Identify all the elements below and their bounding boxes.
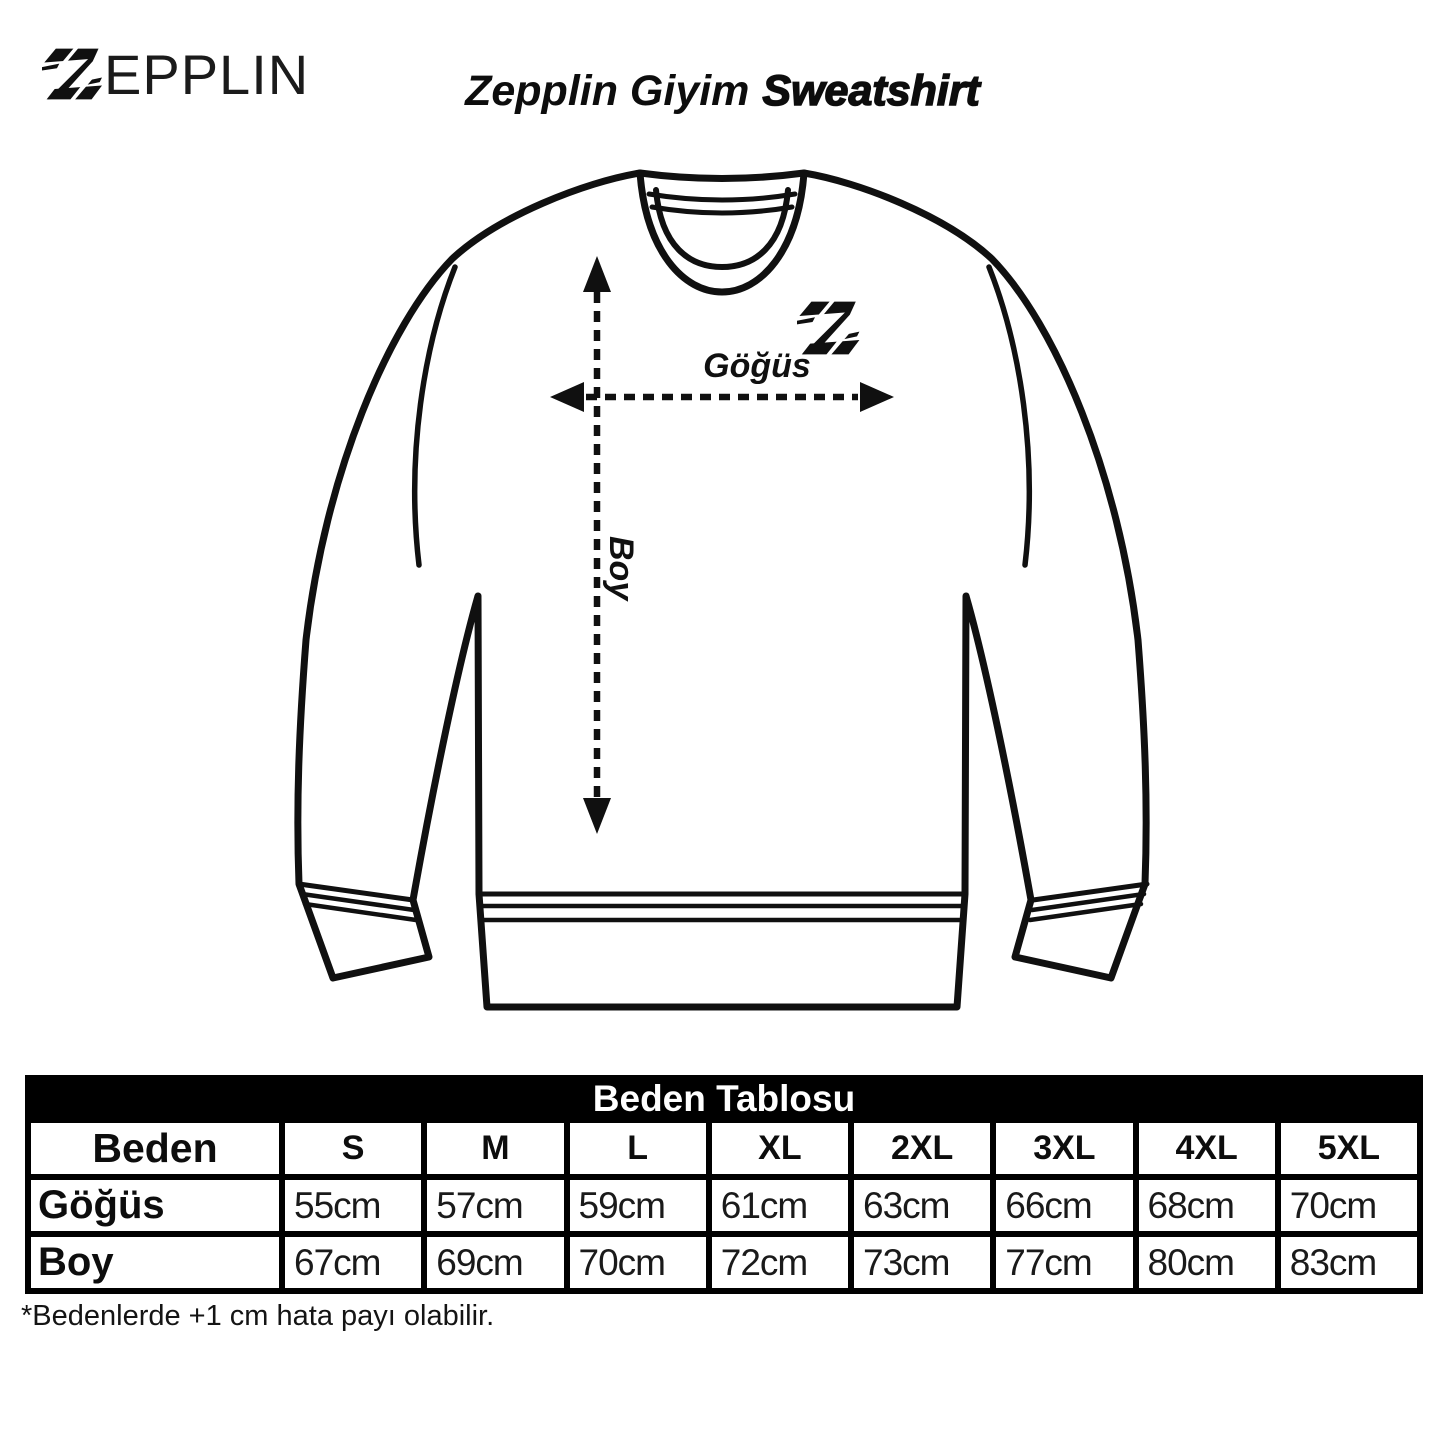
chest-value: 63cm [854, 1180, 990, 1231]
size-col-header: XL [712, 1123, 848, 1174]
page-title-product: Sweatshirt [762, 67, 980, 115]
length-value: 77cm [996, 1237, 1132, 1288]
size-table-title: Beden Tablosu [31, 1081, 1417, 1117]
length-value: 70cm [570, 1237, 706, 1288]
size-col-header: S [285, 1123, 421, 1174]
size-table-corner-header: Beden [31, 1123, 279, 1174]
size-col-header: 3XL [996, 1123, 1132, 1174]
page-title-prefix: Zepplin Giyim [465, 67, 750, 115]
chest-value: 57cm [427, 1180, 563, 1231]
size-table [25, 1075, 1423, 1294]
brand-logo-text: EPPLIN [104, 43, 310, 106]
length-value: 80cm [1139, 1237, 1275, 1288]
size-col-header: 4XL [1139, 1123, 1275, 1174]
tolerance-footnote: *Bedenlerde +1 cm hata payı olabilir. [21, 1300, 495, 1332]
size-col-header: 5XL [1281, 1123, 1417, 1174]
chest-value: 70cm [1281, 1180, 1417, 1231]
length-row-label: Boy [31, 1237, 279, 1288]
length-value: 83cm [1281, 1237, 1417, 1288]
size-col-header: 2XL [854, 1123, 990, 1174]
size-col-header: L [570, 1123, 706, 1174]
length-label: Boy [602, 536, 640, 601]
sweatshirt-outline [298, 173, 1147, 1007]
chest-value: 55cm [285, 1180, 421, 1231]
chest-value: 66cm [996, 1180, 1132, 1231]
size-col-header: M [427, 1123, 563, 1174]
length-value: 69cm [427, 1237, 563, 1288]
length-value: 72cm [712, 1237, 848, 1288]
chest-value: 68cm [1139, 1180, 1275, 1231]
page-title [0, 66, 1445, 118]
chest-value: 61cm [712, 1180, 848, 1231]
length-value: 67cm [285, 1237, 421, 1288]
chest-label: Göğüs [703, 347, 811, 385]
chest-value: 59cm [570, 1180, 706, 1231]
chest-row-label: Göğüs [31, 1180, 279, 1231]
sweatshirt-diagram [0, 150, 1445, 1030]
length-value: 73cm [854, 1237, 990, 1288]
